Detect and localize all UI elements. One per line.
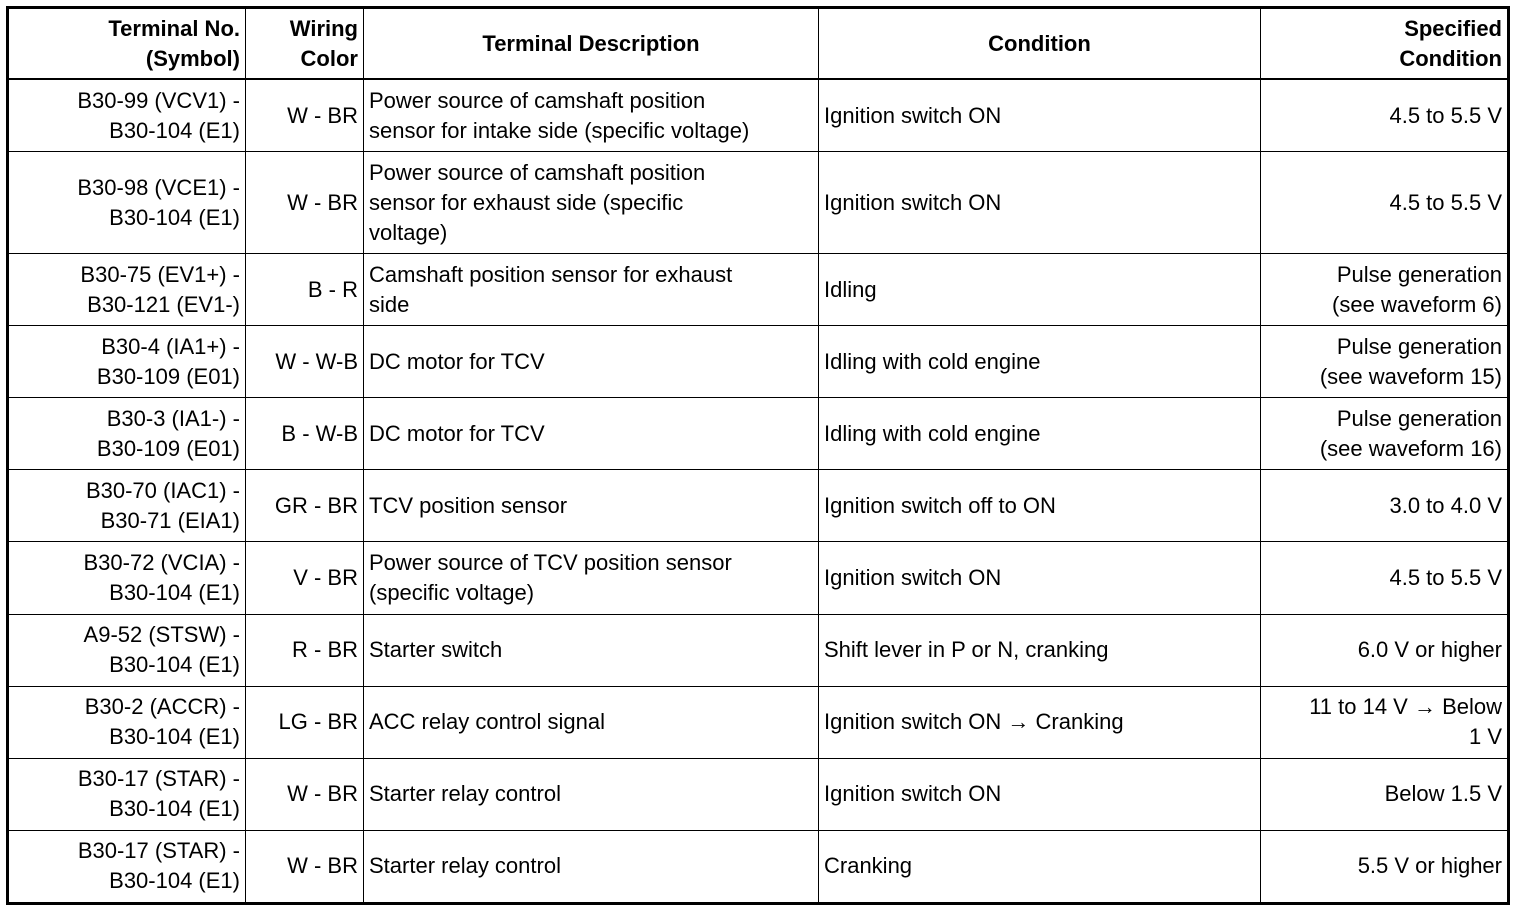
description-cell-line: Starter switch <box>369 637 503 663</box>
wiring-color-cell: GR - BR <box>246 470 364 542</box>
condition-cell: Ignition switch ON <box>819 542 1261 614</box>
terminal-cell-line: B30-17 (STAR) - <box>77 838 240 864</box>
condition-cell: Idling with cold engine <box>819 326 1261 398</box>
description-cell-line: sensor for intake side (specific voltage) <box>369 117 750 143</box>
table-row <box>8 542 1509 614</box>
description-cell-line: voltage) <box>369 219 448 245</box>
description-cell-line: Power source of camshaft position <box>369 87 706 113</box>
description-cell-line: sensor for exhaust side (specific <box>369 189 684 215</box>
header-specified-line1: Specified <box>1404 15 1502 41</box>
wiring-color-cell: B - R <box>246 254 364 326</box>
wiring-color-cell: R - BR <box>246 614 364 686</box>
description-cell <box>364 326 819 398</box>
terminal-cell <box>8 79 246 152</box>
description-cell <box>364 254 819 326</box>
specified-cell-line: 11 to 14 V → Below <box>1309 694 1502 720</box>
wiring-color-cell: W - BR <box>246 79 364 152</box>
condition-cell: Ignition switch ON <box>819 758 1261 830</box>
terminal-cell-line: A9-52 (STSW) - <box>83 622 240 648</box>
terminal-cell <box>8 758 246 830</box>
description-cell <box>364 686 819 758</box>
description-cell-line: (specific voltage) <box>369 579 535 605</box>
specified-cell-line: (see waveform 16) <box>1319 435 1502 461</box>
description-cell-line: TCV position sensor <box>369 492 568 518</box>
table-row <box>8 758 1509 830</box>
table-row <box>8 470 1509 542</box>
description-cell-line: Starter relay control <box>369 781 561 807</box>
terminal-cell-line: B30-109 (E01) <box>96 363 240 389</box>
description-cell-line: DC motor for TCV <box>369 348 545 374</box>
description-cell-line: Camshaft position sensor for exhaust <box>369 261 733 287</box>
specified-cell <box>1261 79 1509 152</box>
terminal-cell-line: B30-109 (E01) <box>96 435 240 461</box>
terminal-cell <box>8 614 246 686</box>
terminal-cell <box>8 830 246 903</box>
wiring-color-cell: LG - BR <box>246 686 364 758</box>
terminal-cell-line: B30-4 (IA1+) - <box>101 333 240 359</box>
terminal-cell-line: B30-104 (E1) <box>109 724 240 750</box>
header-wiring <box>246 8 364 80</box>
description-cell <box>364 542 819 614</box>
description-cell <box>364 614 819 686</box>
wiring-color-cell: V - BR <box>246 542 364 614</box>
terminal-cell <box>8 470 246 542</box>
specified-cell <box>1261 398 1509 470</box>
description-cell-line: side <box>369 291 410 317</box>
table-row <box>8 830 1509 903</box>
header-row <box>8 8 1509 80</box>
specified-cell <box>1261 542 1509 614</box>
terminal-cell-line: B30-70 (IAC1) - <box>85 477 240 503</box>
condition-cell: Ignition switch off to ON <box>819 470 1261 542</box>
terminal-cell-line: B30-104 (E1) <box>109 204 240 230</box>
table-body <box>8 79 1509 904</box>
terminal-cell-line: B30-3 (IA1-) - <box>106 405 240 431</box>
table-row <box>8 326 1509 398</box>
terminal-cell-line: B30-104 (E1) <box>109 579 240 605</box>
condition-cell: Cranking <box>819 830 1261 903</box>
specified-cell-line: 1 V <box>1468 724 1502 750</box>
specified-cell-line: (see waveform 6) <box>1332 291 1502 317</box>
terminal-cell <box>8 686 246 758</box>
header-terminal <box>8 8 246 80</box>
terminal-cell <box>8 398 246 470</box>
specified-cell <box>1261 614 1509 686</box>
description-cell <box>364 79 819 152</box>
specified-cell-line: 4.5 to 5.5 V <box>1389 564 1502 590</box>
wiring-color-cell: W - BR <box>246 758 364 830</box>
terminal-cell <box>8 326 246 398</box>
description-cell <box>364 830 819 903</box>
specified-cell-line: 4.5 to 5.5 V <box>1389 102 1502 128</box>
terminal-cell-line: B30-17 (STAR) - <box>77 766 240 792</box>
header-terminal-line2: (Symbol) <box>145 45 240 71</box>
specified-cell <box>1261 830 1509 903</box>
terminal-cell-line: B30-104 (E1) <box>109 868 240 894</box>
description-cell <box>364 470 819 542</box>
specified-cell-line: 5.5 V or higher <box>1357 853 1502 879</box>
specified-cell-line: 6.0 V or higher <box>1357 637 1502 663</box>
terminal-cell-line: B30-71 (EIA1) <box>100 507 240 533</box>
table-row <box>8 398 1509 470</box>
description-cell-line: Power source of TCV position sensor <box>369 549 732 575</box>
description-cell-line: Power source of camshaft position <box>369 159 706 185</box>
terminal-cell <box>8 254 246 326</box>
terminal-cell <box>8 152 246 254</box>
specified-cell <box>1261 758 1509 830</box>
description-cell-line: ACC relay control signal <box>369 709 605 735</box>
wiring-color-cell: W - W-B <box>246 326 364 398</box>
terminal-cell-line: B30-104 (E1) <box>109 652 240 678</box>
specified-cell-line: 3.0 to 4.0 V <box>1389 492 1502 518</box>
specified-cell-line: Pulse generation <box>1336 405 1502 431</box>
specified-cell <box>1261 254 1509 326</box>
condition-cell: Ignition switch ON <box>819 152 1261 254</box>
wiring-color-cell: B - W-B <box>246 398 364 470</box>
description-cell <box>364 398 819 470</box>
header-description: Terminal Description <box>364 8 819 80</box>
terminal-cell-line: B30-2 (ACCR) - <box>84 694 240 720</box>
specified-cell <box>1261 470 1509 542</box>
description-cell <box>364 758 819 830</box>
header-specified-line2: Condition <box>1399 45 1502 71</box>
specified-cell <box>1261 326 1509 398</box>
table-row <box>8 614 1509 686</box>
header-terminal-line1: Terminal No. <box>108 15 240 41</box>
table-row <box>8 152 1509 254</box>
header-condition: Condition <box>819 8 1261 80</box>
table-row <box>8 686 1509 758</box>
terminal-cell-line: B30-104 (E1) <box>109 117 240 143</box>
wiring-color-cell: W - BR <box>246 830 364 903</box>
condition-cell: Shift lever in P or N, cranking <box>819 614 1261 686</box>
terminal-cell-line: B30-75 (EV1+) - <box>80 261 240 287</box>
specified-cell-line: Below 1.5 V <box>1384 781 1502 807</box>
header-wiring-line1: Wiring <box>289 15 358 41</box>
terminal-cell-line: B30-99 (VCV1) - <box>77 87 240 113</box>
condition-cell: Ignition switch ON → Cranking <box>819 686 1261 758</box>
specified-cell-line: 4.5 to 5.5 V <box>1389 189 1502 215</box>
wiring-color-cell: W - BR <box>246 152 364 254</box>
terminal-spec-table <box>6 6 1510 905</box>
header-wiring-line2: Color <box>300 45 358 71</box>
specified-cell-line: Pulse generation <box>1336 261 1502 287</box>
specified-cell <box>1261 686 1509 758</box>
table-row <box>8 79 1509 152</box>
specified-cell-line: Pulse generation <box>1336 333 1502 359</box>
specified-cell <box>1261 152 1509 254</box>
description-cell <box>364 152 819 254</box>
description-cell-line: Starter relay control <box>369 853 561 879</box>
terminal-cell <box>8 542 246 614</box>
terminal-cell-line: B30-121 (EV1-) <box>87 291 240 317</box>
terminal-cell-line: B30-104 (E1) <box>109 796 240 822</box>
condition-cell: Idling with cold engine <box>819 398 1261 470</box>
terminal-cell-line: B30-98 (VCE1) - <box>77 174 240 200</box>
header-specified <box>1261 8 1509 80</box>
terminal-cell-line: B30-72 (VCIA) - <box>83 549 240 575</box>
specified-cell-line: (see waveform 15) <box>1319 363 1502 389</box>
description-cell-line: DC motor for TCV <box>369 420 545 446</box>
table-row <box>8 254 1509 326</box>
condition-cell: Ignition switch ON <box>819 79 1261 152</box>
condition-cell: Idling <box>819 254 1261 326</box>
